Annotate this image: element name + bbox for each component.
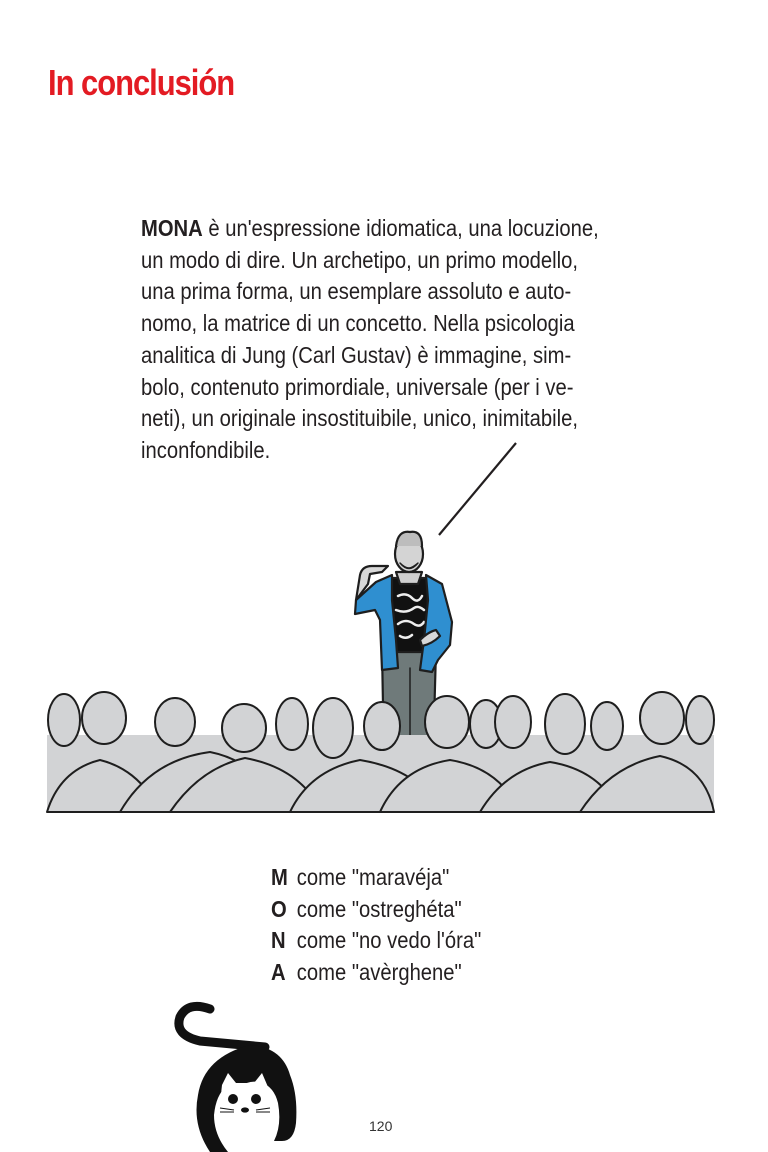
- acrostic-letter: M: [271, 864, 288, 890]
- acrostic-item-m: [271, 862, 481, 894]
- paragraph-line: bolo, contenuto primordiale, universale (per i ve-: [141, 373, 574, 400]
- cat-logo-icon: [170, 995, 310, 1152]
- paragraph-line: analitica di Jung (Carl Gustav) è immagine, sim-: [141, 341, 572, 368]
- acrostic-item-n: [271, 925, 481, 957]
- acrostic-letter: N: [271, 927, 286, 953]
- speech-pointer-line: [439, 443, 516, 535]
- paragraph-line: neti), un originale insostituibile, unico, inimitabile,: [141, 405, 579, 432]
- acrostic-letter: O: [271, 895, 287, 922]
- mona-bold-lead: MONA: [141, 215, 203, 241]
- audience-crowd: [47, 692, 714, 813]
- page-number: 120: [369, 1118, 393, 1134]
- acrostic-text: come "avèrghene": [296, 958, 462, 985]
- acrostic-text: come "ostreghéta": [296, 895, 462, 922]
- acrostic-text: come "no vedo l'óra": [296, 927, 482, 953]
- paragraph-line: MONA è un'espressione idiomatica, una locuzione,: [141, 215, 599, 241]
- paragraph-line: nomo, la matrice di un concetto. Nella psicologia: [141, 310, 575, 337]
- acrostic-text: come "maravéja": [296, 864, 450, 890]
- paragraph-line: una prima forma, un esemplare assoluto e auto-: [141, 278, 572, 305]
- paragraph-line: inconfondibile.: [141, 436, 271, 463]
- acrostic-item-a: [271, 957, 481, 989]
- page-title: In conclusión: [48, 62, 235, 103]
- acrostic-letter: A: [271, 958, 286, 985]
- acrostic-item-o: [271, 894, 481, 926]
- paragraph-line: un modo di dire. Un archetipo, un primo modello,: [141, 246, 579, 273]
- mona-acrostic-list: [271, 862, 481, 988]
